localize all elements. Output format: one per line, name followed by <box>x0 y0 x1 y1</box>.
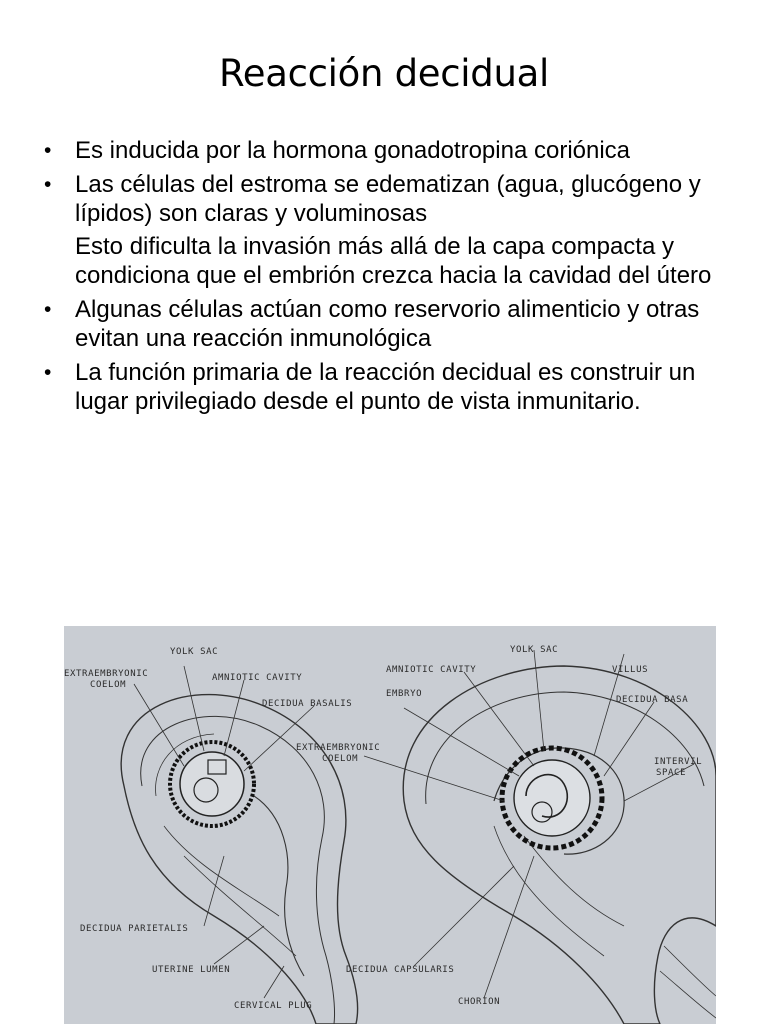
bullet-text: Las células del estroma se edematizan (agua, glucógeno y lípidos) son claras y voluminosas <box>75 171 701 227</box>
left-label-extraembryonic: EXTRAEMBRYONIC <box>64 669 149 679</box>
right-label-intervillous: INTERVIL <box>654 757 703 767</box>
slide-title: Reacción decidual <box>219 52 549 95</box>
left-label-decidua-basalis: DECIDUA BASALIS <box>262 699 353 709</box>
bullet-text: Algunas células actúan como reservorio alimenticio y otras evitan una reacción inmunológica <box>75 296 700 352</box>
right-label-coelom: COELOM <box>322 754 359 764</box>
right-label-villus: VILLUS <box>612 665 649 675</box>
left-label-amniotic-cavity: AMNIOTIC CAVITY <box>212 673 303 683</box>
right-label-amniotic-cavity: AMNIOTIC CAVITY <box>386 665 477 675</box>
right-label-decidua-capsularis: DECIDUA CAPSULARIS <box>346 965 455 975</box>
right-label-chorion: CHORION <box>458 997 501 1007</box>
bullet-text: La función primaria de la reacción decidual es construir un lugar privilegiado desde el punto de vista inmunitario. <box>75 359 696 415</box>
leader-lines <box>134 650 694 998</box>
bullet-item <box>44 358 744 416</box>
bullet-list <box>44 136 744 421</box>
uterus-diagram-figure <box>64 626 716 1024</box>
right-label-embryo: EMBRYO <box>386 689 423 699</box>
bullet-dot: • <box>44 173 52 196</box>
right-label-extraembryonic: EXTRAEMBRYONIC <box>296 743 381 753</box>
right-label-decidua-basalis: DECIDUA BASA <box>616 695 689 705</box>
left-label-uterine-lumen: UTERINE LUMEN <box>152 965 231 975</box>
right-label-space: SPACE <box>656 768 687 778</box>
bullet-continuation <box>44 232 744 290</box>
uterus-diagram <box>64 626 716 1024</box>
right-chorionic-sac <box>502 748 602 848</box>
bullet-dot: • <box>44 298 52 321</box>
bullet-text: Es inducida por la hormona gonadotropina coriónica <box>75 137 631 164</box>
bullet-dot: • <box>44 139 52 162</box>
left-chorionic-sac <box>170 742 254 826</box>
bullet-item <box>44 295 744 353</box>
left-label-yolk-sac: YOLK SAC <box>170 647 219 657</box>
left-label-coelom: COELOM <box>90 680 127 690</box>
bullet-item <box>44 136 744 165</box>
bullet-item <box>44 170 744 228</box>
bullet-text: Esto dificulta la invasión más allá de la capa compacta y condiciona que el embrión crezca hacia la cavidad del útero <box>75 233 712 289</box>
right-label-yolk-sac: YOLK SAC <box>510 645 559 655</box>
left-label-cervical-plug: CERVICAL PLUG <box>234 1001 313 1011</box>
bullet-dot: • <box>44 361 52 384</box>
left-label-decidua-parietalis: DECIDUA PARIETALIS <box>80 924 189 934</box>
